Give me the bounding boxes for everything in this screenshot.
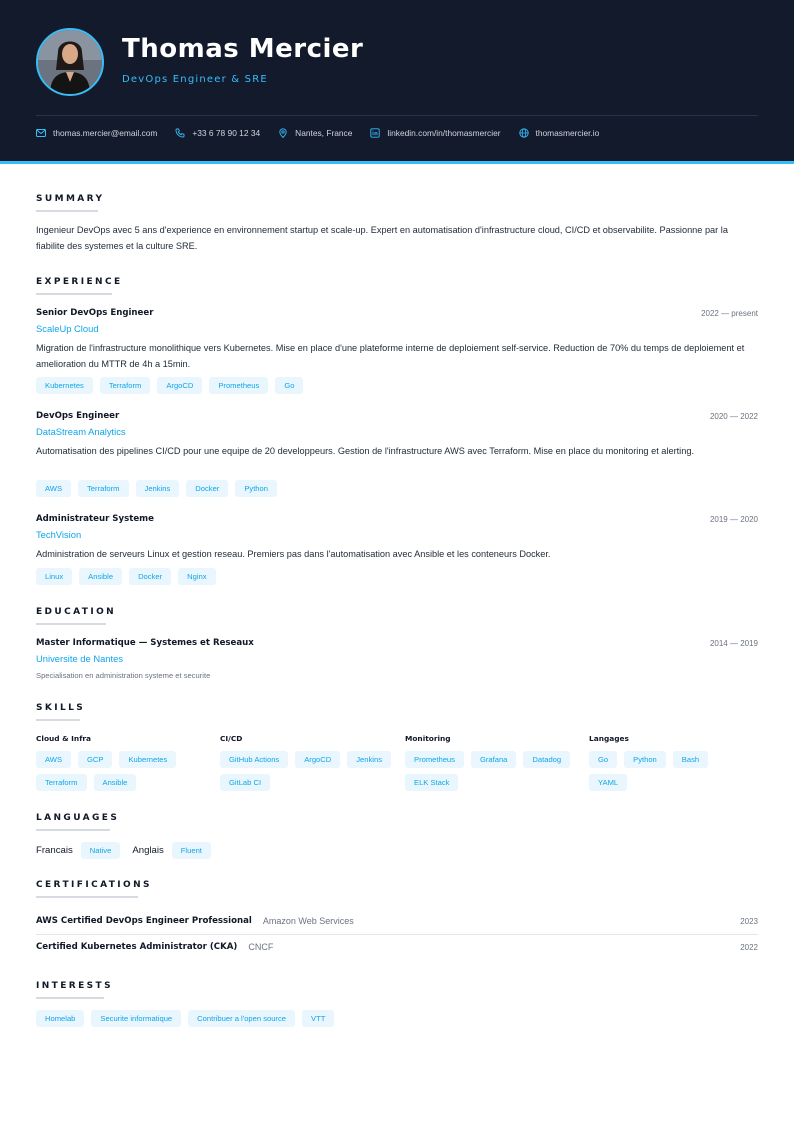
job-description: Automatisation des pipelines CI/CD pour une equipe de 20 developpeurs. Gestion de l'infrastructure AWS avec Terraform. Mise en place du monitoring et alerting. (36, 446, 694, 456)
skill-group-langages (589, 734, 759, 797)
job-role: DevOps Engineer (36, 411, 120, 421)
interests-underline (36, 997, 104, 999)
summary-text: Ingenieur DevOps avec 5 ans d'experience en environnement startup et scale-up. Expert en automatisation d'infrastructure cloud, CI/CD et observabilite. Passionne par la fiabilite des systemes et la culture SRE. (36, 225, 728, 252)
language-name: Anglais (132, 845, 164, 856)
languages-heading: LANGUAGES (36, 813, 120, 823)
candidate-title: DevOps Engineer & SRE (122, 74, 268, 85)
contact-phone-text: +33 6 78 90 12 34 (192, 128, 261, 138)
job-company: TechVision (36, 529, 82, 540)
certification-year: 2023 (740, 916, 758, 926)
skill-tag: GitLab CI (220, 774, 270, 791)
contact-website[interactable] (519, 128, 600, 138)
job-company: ScaleUp Cloud (36, 323, 99, 334)
education-heading: EDUCATION (36, 607, 117, 617)
education-dates: 2014 — 2019 (709, 639, 758, 648)
skills-underline (36, 719, 80, 721)
skill-tag: ArgoCD (157, 377, 202, 394)
skill-tag: AWS (36, 751, 71, 768)
job-description: Administration de serveurs Linux et gestion reseau. Premiers pas dans l'automatisation avec Ansible et les conteneurs Docker. (36, 549, 551, 559)
summary-heading: SUMMARY (36, 194, 105, 204)
skill-tag: Ansible (79, 568, 122, 585)
skill-tag: Grafana (471, 751, 516, 768)
profile-photo (36, 28, 104, 96)
experience-underline (36, 293, 112, 295)
certification-year: 2022 (740, 942, 758, 952)
skill-group-title: Cloud & Infra (36, 734, 92, 743)
skill-tag: Prometheus (209, 377, 268, 394)
contact-bar (36, 127, 617, 139)
contact-linkedin-text: linkedin.com/in/thomasmercier (387, 128, 501, 138)
certification-item (36, 909, 758, 933)
job-role: Administrateur Systeme (36, 514, 154, 524)
skill-tag: Terraform (78, 480, 129, 497)
skill-group-cloud-infra (36, 734, 216, 797)
skill-group-title: Langages (589, 734, 629, 743)
skill-tag: GitHub Actions (220, 751, 288, 768)
skill-tag: Datadog (523, 751, 570, 768)
summary-underline (36, 210, 98, 212)
skill-tag: Terraform (100, 377, 151, 394)
skill-tag: Python (235, 480, 277, 497)
contact-email-text: thomas.mercier@email.com (53, 128, 158, 138)
skill-group-monitoring (405, 734, 585, 797)
language-name: Francais (36, 845, 73, 856)
job-tags (36, 377, 310, 394)
contact-phone[interactable] (175, 128, 260, 138)
globe-icon (519, 128, 529, 138)
interest-tag: VTT (302, 1010, 334, 1027)
certification-issuer: CNCF (248, 942, 274, 952)
certification-name: Certified Kubernetes Administrator (CKA) (36, 942, 238, 952)
skill-group-title: CI/CD (220, 734, 243, 743)
job-dates: 2020 — 2022 (709, 412, 758, 421)
skill-tag: Docker (186, 480, 228, 497)
certification-name: AWS Certified DevOps Engineer Professional (36, 916, 252, 926)
skill-group-title: Monitoring (405, 734, 451, 743)
experience-heading: EXPERIENCE (36, 277, 123, 287)
linkedin-icon (370, 128, 380, 138)
skill-tag: ArgoCD (295, 751, 340, 768)
skill-tag: Go (589, 751, 617, 768)
skill-tag: Jenkins (136, 480, 180, 497)
education-note: Specialisation en administration systeme et securite (36, 671, 211, 680)
degree-title: Master Informatique — Systemes et Reseaux (36, 638, 254, 648)
skill-group-cicd (220, 734, 400, 797)
skill-tag: Go (275, 377, 303, 394)
skill-tag: ELK Stack (405, 774, 458, 791)
interest-tag: Contribuer a l'open source (188, 1010, 295, 1027)
contact-linkedin[interactable] (370, 128, 500, 138)
language-level-badge: Fluent (172, 842, 211, 859)
skill-tag: Bash (673, 751, 708, 768)
job-description: Migration de l'infrastructure monolithique vers Kubernetes. Mise en place d'une plateforme interne de deploiement self-service. Reduction de 70% du temps de deploiement et amelioration du MTTR de 4h a 15min. (36, 343, 745, 370)
language-level-badge: Native (81, 842, 121, 859)
contact-location (278, 128, 352, 138)
certification-issuer: Amazon Web Services (262, 916, 354, 926)
skill-tag: Python (624, 751, 666, 768)
certifications-underline (36, 896, 138, 898)
mail-icon (36, 128, 46, 138)
job-tags (36, 480, 284, 497)
certifications-heading: CERTIFICATIONS (36, 880, 152, 890)
skill-tag: Linux (36, 568, 72, 585)
contact-website-text: thomasmercier.io (535, 128, 600, 138)
certification-item (36, 935, 758, 959)
resume-header (0, 0, 794, 164)
skill-tag: Kubernetes (119, 751, 176, 768)
interest-tag: Homelab (36, 1010, 84, 1027)
skill-tag: Docker (129, 568, 171, 585)
interests-heading: INTERESTS (36, 981, 113, 991)
skill-tag: Ansible (94, 774, 137, 791)
job-role: Senior DevOps Engineer (36, 308, 154, 318)
interest-tag: Securite informatique (91, 1010, 181, 1027)
job-tags (36, 568, 223, 585)
skills-heading: SKILLS (36, 703, 86, 713)
job-dates: 2019 — 2020 (709, 515, 758, 524)
contact-location-text: Nantes, France (295, 128, 353, 138)
phone-icon (175, 128, 185, 138)
job-dates: 2022 — present (701, 309, 758, 318)
skill-tag: Nginx (178, 568, 215, 585)
interests-list (36, 1010, 341, 1027)
skill-tag: AWS (36, 480, 71, 497)
skill-tag: GCP (78, 751, 112, 768)
skill-tag: Terraform (36, 774, 87, 791)
languages-underline (36, 829, 110, 831)
education-underline (36, 623, 106, 625)
candidate-name: Thomas Mercier (122, 34, 364, 64)
location-pin-icon (278, 128, 288, 138)
header-divider (36, 115, 758, 116)
skill-tag: Jenkins (347, 751, 391, 768)
skill-tag: Prometheus (405, 751, 464, 768)
skill-tag: Kubernetes (36, 377, 93, 394)
contact-email[interactable] (36, 128, 157, 138)
job-company: DataStream Analytics (36, 426, 126, 437)
languages-list (36, 842, 223, 859)
school-name: Universite de Nantes (36, 653, 124, 664)
skill-tag: YAML (589, 774, 627, 791)
